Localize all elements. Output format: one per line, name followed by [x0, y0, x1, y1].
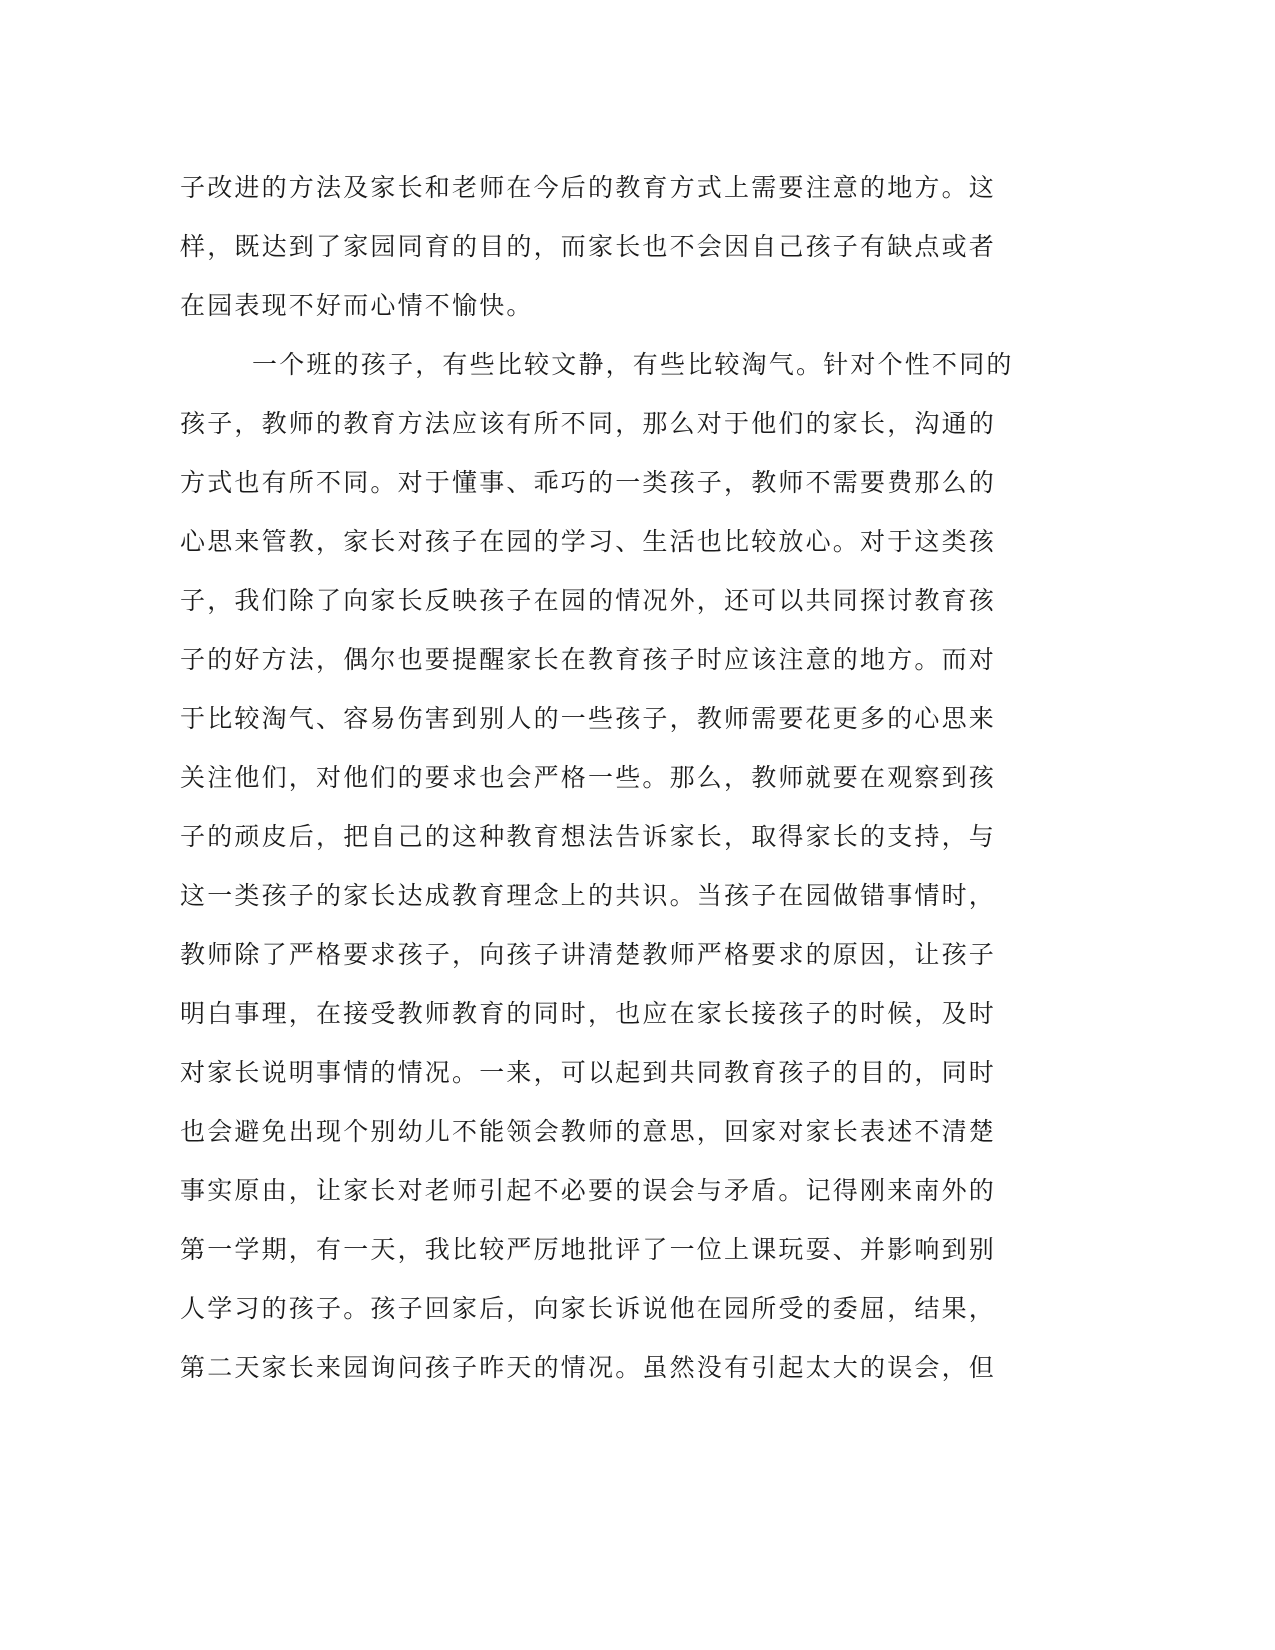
- text-line: 子的顽皮后，把自己的这种教育想法告诉家长，取得家长的支持，与: [180, 822, 997, 851]
- text-line: 明白事理，在接受教师教育的同时，也应在家长接孩子的时候，及时: [180, 999, 997, 1028]
- body-text: [180, 158, 1060, 1397]
- text-line: 也会避免出现个别幼儿不能领会教师的意思，回家对家长表述不清楚: [180, 1117, 997, 1146]
- text-line: 第一学期，有一天，我比较严厉地批评了一位上课玩耍、并影响到别: [180, 1235, 997, 1264]
- paragraph-1: [180, 158, 1060, 335]
- paragraph-2: [180, 335, 1060, 1397]
- text-line: 在园表现不好而心情不愉快。: [180, 291, 534, 320]
- text-line: 于比较淘气、容易伤害到别人的一些孩子，教师需要花更多的心思来: [180, 704, 997, 733]
- text-line: 子的好方法，偶尔也要提醒家长在教育孩子时应该注意的地方。而对: [180, 645, 997, 674]
- text-line: 样，既达到了家园同育的目的，而家长也不会因自己孩子有缺点或者: [180, 232, 997, 261]
- text-line: 一个班的孩子，有些比较文静，有些比较淘气。针对个性不同的: [252, 350, 1014, 379]
- text-line: 事实原由，让家长对老师引起不必要的误会与矛盾。记得刚来南外的: [180, 1176, 997, 1205]
- text-line: 关注他们，对他们的要求也会严格一些。那么，教师就要在观察到孩: [180, 763, 997, 792]
- text-line: 子改进的方法及家长和老师在今后的教育方式上需要注意的地方。这: [180, 173, 997, 202]
- text-line: 子，我们除了向家长反映孩子在园的情况外，还可以共同探讨教育孩: [180, 586, 997, 615]
- text-line: 第二天家长来园询问孩子昨天的情况。虽然没有引起太大的误会，但: [180, 1353, 997, 1382]
- text-line: 心思来管教，家长对孩子在园的学习、生活也比较放心。对于这类孩: [180, 527, 997, 556]
- text-line: 孩子，教师的教育方法应该有所不同，那么对于他们的家长，沟通的: [180, 409, 997, 438]
- text-line: 人学习的孩子。孩子回家后，向家长诉说他在园所受的委屈，结果，: [180, 1294, 997, 1323]
- text-line: 对家长说明事情的情况。一来，可以起到共同教育孩子的目的，同时: [180, 1058, 997, 1087]
- text-line: 方式也有所不同。对于懂事、乖巧的一类孩子，教师不需要费那么的: [180, 468, 997, 497]
- text-line: 这一类孩子的家长达成教育理念上的共识。当孩子在园做错事情时，: [180, 881, 997, 910]
- text-line: 教师除了严格要求孩子，向孩子讲清楚教师严格要求的原因，让孩子: [180, 940, 997, 969]
